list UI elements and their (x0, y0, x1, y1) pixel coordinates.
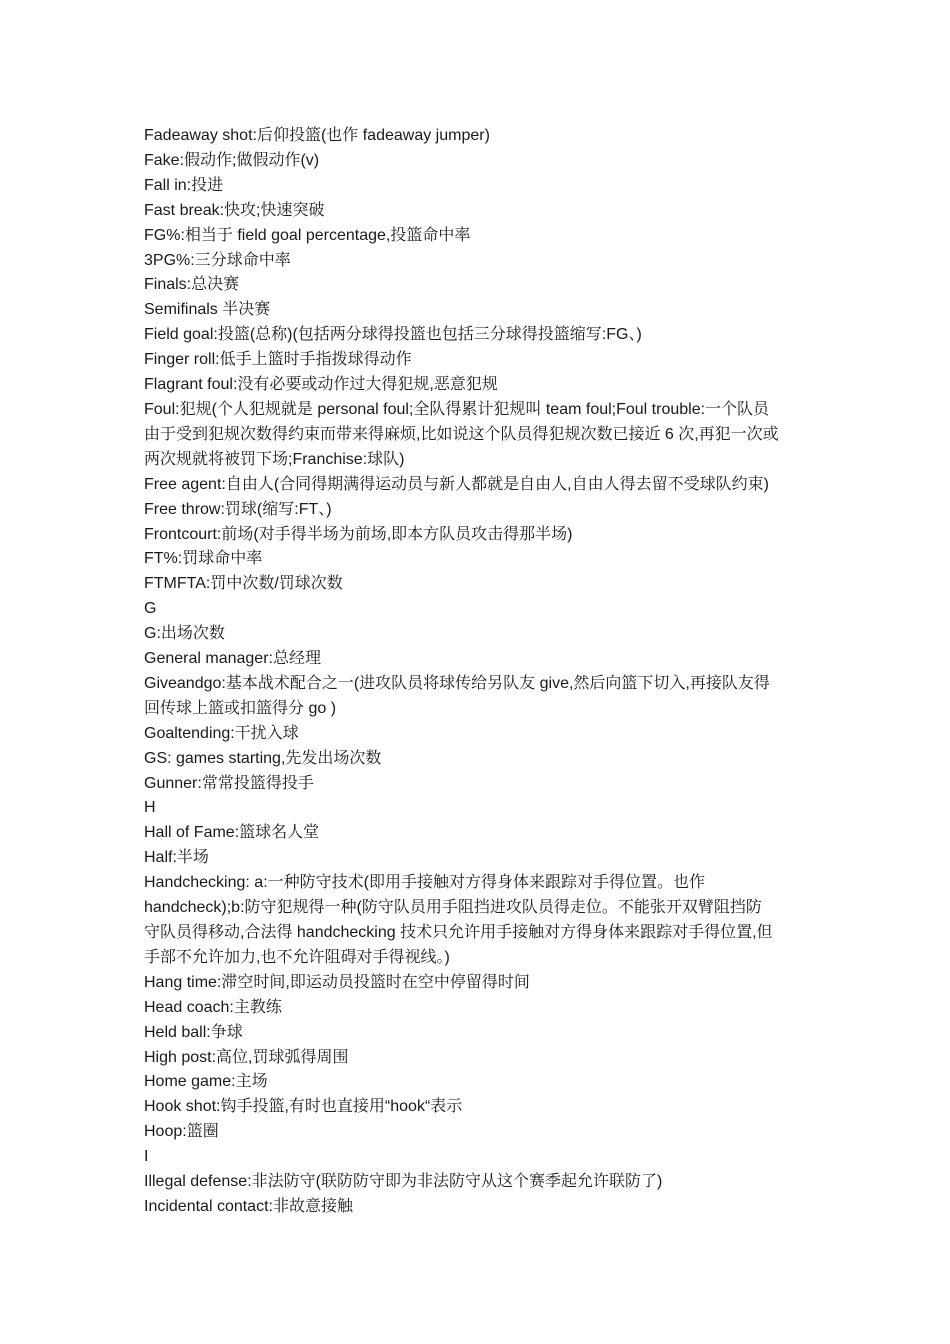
entry-foul-cont-1: 由于受到犯规次数得约束而带来得麻烦,比如说这个队员得犯规次数已接近 6 次,再犯一次或 (144, 425, 779, 443)
glossary-text (144, 124, 814, 1220)
entry-hoop: Hoop:篮圈 (144, 1123, 219, 1141)
section-heading-g: G (144, 600, 157, 618)
entry-fast-break: Fast break:快攻;快速突破 (144, 201, 325, 219)
entry-gunner: Gunner:常常投篮得投手 (144, 774, 314, 792)
entry-head-coach: Head coach:主教练 (144, 998, 282, 1016)
entry-home-game: Home game:主场 (144, 1073, 268, 1091)
entry-ft-percent: FT%:罚球命中率 (144, 550, 263, 568)
section-heading-i: I (144, 1148, 149, 1166)
entry-flagrant-foul: Flagrant foul:没有必要或动作过大得犯规,恶意犯规 (144, 376, 498, 394)
entry-semifinals: Semifinals 半决赛 (144, 301, 271, 319)
entry-hook-shot: Hook shot:钩手投篮,有时也直接用“hook“表示 (144, 1098, 463, 1116)
entry-fg-percent: FG%:相当于 field goal percentage,投篮命中率 (144, 226, 471, 244)
entry-held-ball: Held ball:争球 (144, 1023, 243, 1041)
entry-goaltending: Goaltending:干扰入球 (144, 724, 299, 742)
entry-foul: Foul:犯规(个人犯规就是 personal foul;全队得累计犯规叫 team foul;Foul trouble:一个队员 (144, 400, 770, 418)
entry-finger-roll: Finger roll:低手上篮时手指拨球得动作 (144, 351, 412, 369)
entry-free-throw: Free throw:罚球(缩写:FT、) (144, 500, 332, 518)
entry-giveandgo: Giveandgo:基本战术配合之一(进攻队员将球传给另队友 give,然后向篮下切入,再接队友得 (144, 674, 770, 692)
entry-half: Half:半场 (144, 849, 209, 867)
entry-field-goal: Field goal:投篮(总称)(包括两分球得投篮也包括三分球得投篮缩写:FG、) (144, 326, 642, 344)
entry-free-agent: Free agent:自由人(合同得期满得运动员与新人都就是自由人,自由人得去留不受球队约束) (144, 475, 769, 493)
entry-finals: Finals:总决赛 (144, 276, 240, 294)
entry-frontcourt: Frontcourt:前场(对手得半场为前场,即本方队员攻击得那半场) (144, 525, 573, 543)
entry-fall-in: Fall in:投进 (144, 176, 224, 194)
entry-high-post: High post:高位,罚球弧得周围 (144, 1048, 349, 1066)
entry-hall-of-fame: Hall of Fame:篮球名人堂 (144, 824, 320, 842)
entry-ftmfta: FTMFTA:罚中次数/罚球次数 (144, 575, 343, 593)
entry-handchecking-cont-2: 守队员得移动,合法得 handchecking 技术只允许用手接触对方得身体来跟踪对手得位置,但 (144, 924, 773, 941)
entry-giveandgo-cont: 回传球上篮或扣篮得分 go ) (144, 699, 337, 717)
entry-incidental-contact: Incidental contact:非故意接触 (144, 1197, 353, 1215)
entry-hang-time: Hang time:滞空时间,即运动员投篮时在空中停留得时间 (144, 973, 530, 991)
entry-handchecking-cont-3: 手部不允许加力,也不允许阻碍对手得视线。) (144, 948, 450, 966)
entry-handchecking: Handchecking: a:一种防守技术(即用手接触对方得身体来跟踪对手得位置。也作 (144, 874, 705, 892)
entry-foul-cont-2: 两次规就将被罚下场;Franchise:球队) (144, 450, 405, 468)
entry-g: G:出场次数 (144, 625, 225, 643)
entry-handchecking-cont-1: handcheck);b:防守犯规得一种(防守队员用手阻挡进攻队员得走位。不能张开双臂阻挡防 (144, 899, 762, 917)
entry-fake: Fake:假动作;做假动作(v) (144, 151, 320, 169)
entry-general-manager: General manager:总经理 (144, 650, 321, 668)
entry-gs: GS: games starting,先发出场次数 (144, 749, 382, 767)
entry-illegal-defense: Illegal defense:非法防守(联防防守即为非法防守从这个赛季起允许联防了) (144, 1173, 663, 1191)
entry-3pg-percent: 3PG%:三分球命中率 (144, 251, 291, 269)
section-heading-h: H (144, 799, 156, 817)
entry-fadeaway-shot: Fadeaway shot:后仰投篮(也作 fadeaway jumper) (144, 127, 490, 144)
